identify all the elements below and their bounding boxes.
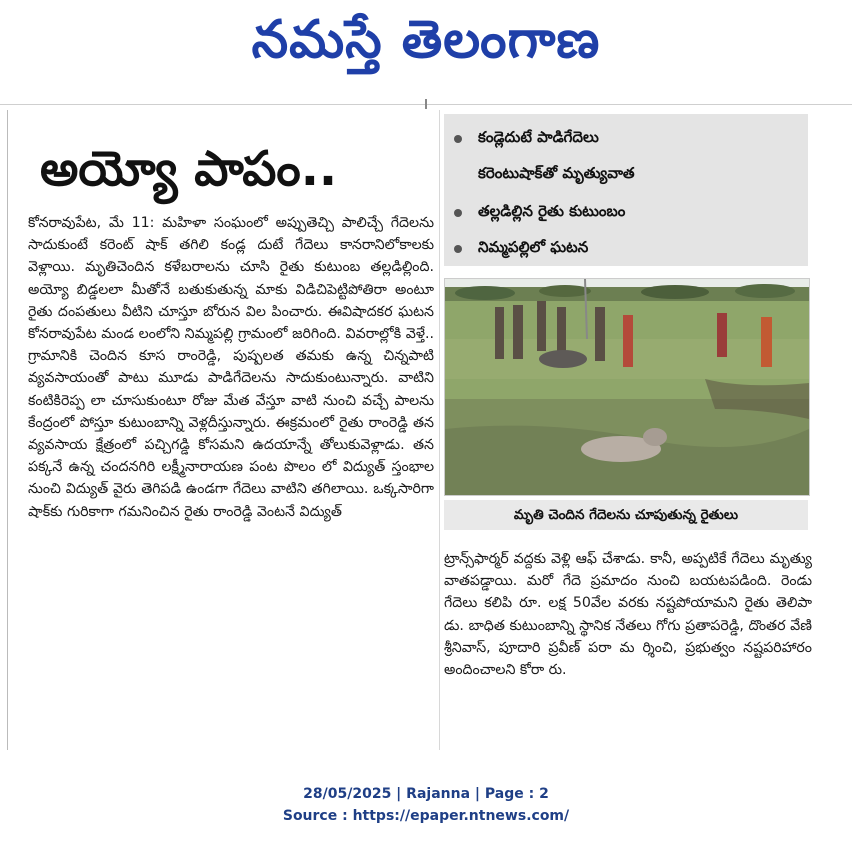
news-photo xyxy=(444,278,810,496)
bullet-dot-icon xyxy=(454,245,462,253)
footer-edition: 28/05/2025 | Rajanna | Page : 2 xyxy=(303,786,549,802)
highlights-box xyxy=(444,114,808,266)
article-headline: అయ్యో పాపం.. xyxy=(40,141,338,197)
body-left-text: కోనరావుపేట, మే 11: మహిళా సంఘంలో అప్పుతెచ్చి పాలిచ్చే గేదెలను సాదుకుంటే కరెంట్ షాక్ తగిలి కండ్ల దుటే గేదెలు కానరానిలోకాలకు వెళ్లాయి. మృతిచెందిన కళేబరాలను చూసి రైతు కుటుంబ తల్లడిల్లింది. అయ్యో బిడ్డలలా మీతోనే బతుకుతున్న మాకు విడిచిపెట్టిపోతిరా అంటూ రైతు దంపతులు వీటిని చూస్తూ బోరున విల పించారు. ఈవిషాదకర ఘటన కోనరావుపేట మండ లంలోని నిమ్మపల్లి గ్రామంలో జరిగింది. వివరాల్లోకి వెళ్తే.. గ్రామానికి చెందిన కూస రాంరెడ్డి, పుష్పలత తమకు ఉన్న చిన్నపాటి వ్యవసాయంతో పాటు మూడు పాడిగేదెలను సాదుకుంటున్నారు. వాటిని కంటికిరెప్ప లా చూసుకుంటూ రోజు మేత వేస్తూ వాటి నుంచి వచ్చే పాలను కేంద్రంలో పోస్తూ కుటుంబాన్ని వెళ్లదీస్తున్నారు. ఈక్రమంలో రైతు రాంరెడ్డి తన వ్యవసాయ క్షేత్రంలో పచ్చిగడ్డి కోసమని ఉదయాన్నే తోలుకువెళ్లాడు. తన పక్కనే ఉన్న చందనగిరి లక్ష్మీనారాయణ పంట పొలం లో విద్యుత్ స్తంభాల నుంచి విద్యుత్ వైరు తెగిపడి ఉండగా గేదెలు వాటిని తగిలాయి. ఒక్కసారిగా షాక్‌కు గురికాగా గమనించిన రైతు రాంరెడ్డి వెంటనే విద్యుత్ xyxy=(28,215,434,520)
article-body-left xyxy=(28,212,434,523)
left-column-border xyxy=(7,110,8,750)
masthead-logo: నమస్తే తెలంగాణ xyxy=(251,10,601,70)
highlight-item-continuation xyxy=(478,164,635,186)
body-right-text: ట్రాన్స్‌ఫార్మర్ వద్దకు వెళ్లి ఆఫ్ చేశాడు. కానీ, అప్పటికే గేదెలు మృత్యు వాతపడ్డాయి. మరో గేదె ప్రమాదం నుంచి బయటపడింది. రెండు గేదెలు కలిపి రూ. లక్ష 50వేల వరకు నష్టపోయామని రైతు తెలిపా డు. బాధిత కుటుంబాన్ని స్థానిక నేతలు గోగు ప్రతాపరెడ్డి, దొంతర వేణి శ్రీనివాస్, పూదారి ప్రవీణ్ పరా మ ర్శించి, ప్రభుత్వం నష్టపరిహారం అందించాలని కోరా రు. xyxy=(444,551,812,679)
bullet-dot-icon xyxy=(454,135,462,143)
photo-caption: మృతి చెందిన గేదెలను చూపుతున్న రైతులు xyxy=(444,500,808,530)
bullet-dot-icon xyxy=(454,209,462,217)
highlight-text: నిమ్మపల్లిలో ఘటన xyxy=(478,238,589,256)
highlight-text: కరెంటుషాక్‌తో మృత్యువాత xyxy=(478,164,635,182)
column-divider xyxy=(439,110,440,750)
highlight-item xyxy=(454,128,599,150)
footer-source: Source : https://epaper.ntnews.com/ xyxy=(282,808,570,824)
highlight-text: తల్లడిల్లిన రైతు కుటుంబం xyxy=(478,202,626,220)
center-crop-mark xyxy=(425,99,427,109)
article-body-right xyxy=(444,548,812,681)
highlight-item xyxy=(454,202,625,224)
highlight-text: కండ్లెదుటే పాడిగేదెలు xyxy=(478,128,599,146)
highlight-item xyxy=(454,238,588,260)
